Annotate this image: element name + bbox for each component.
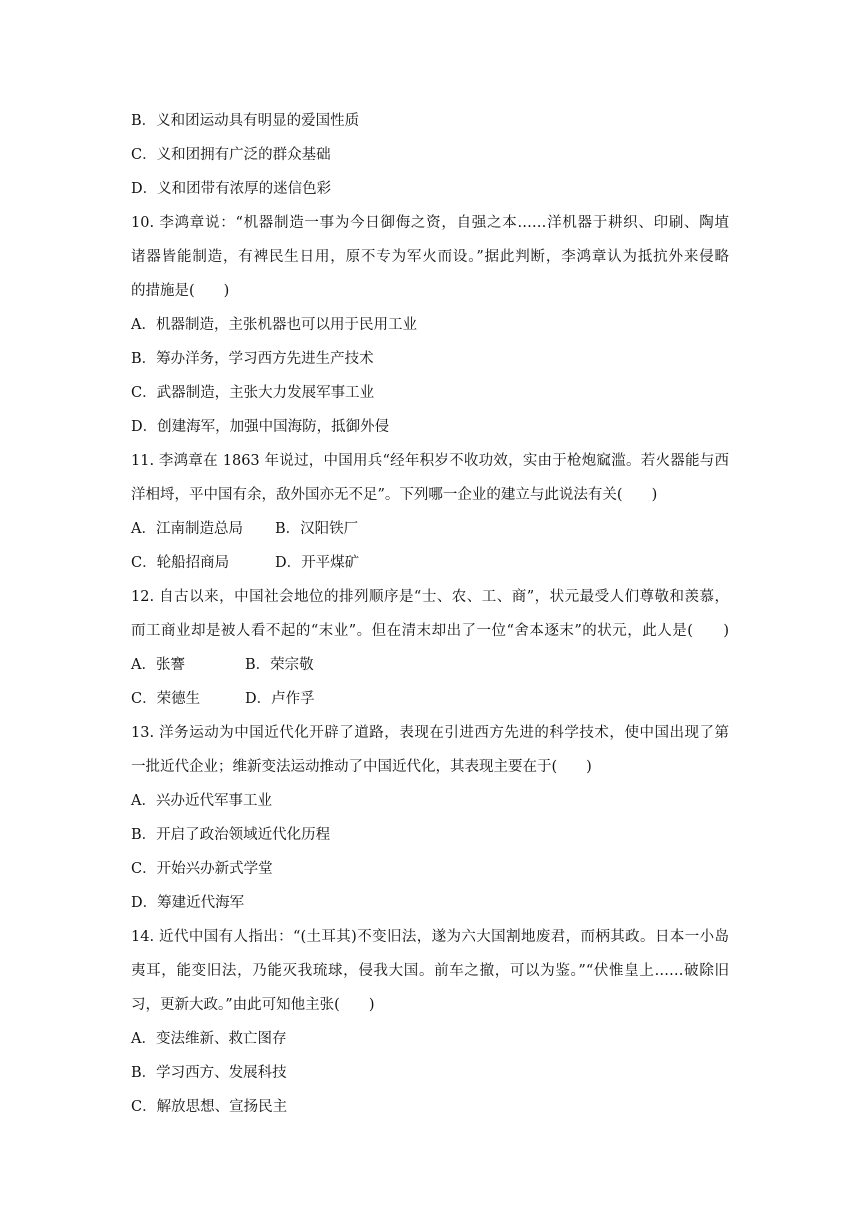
question-13-option-a: A．兴办近代军事工业 (131, 793, 272, 809)
question-14-line-2: 夷耳，能变旧法，乃能灭我琉球，侵我大国。前车之撤，可以为鉴。”“伏惟皇上……破除旧 (131, 963, 729, 979)
question-13-option-d: D．筹建近代海军 (131, 895, 245, 911)
option-d: D．义和团带有浓厚的迷信色彩 (131, 181, 332, 197)
question-11-options-row-2 (131, 553, 359, 573)
question-14-option-b: B．学习西方、发展科技 (131, 1065, 287, 1081)
question-12-option-d: D．卢作孚 (245, 691, 315, 707)
question-11-options-row-1 (131, 519, 358, 539)
question-11-line-2: 洋相埒，平中国有余，敌外国亦无不足”。下列哪一企业的建立与此说法有关( ) (131, 487, 658, 503)
question-12-options-row-2 (131, 689, 315, 709)
question-12-option-b: B．荣宗敬 (245, 657, 314, 673)
option-b: B．义和团运动具有明显的爱国性质 (131, 113, 360, 129)
question-11-option-a: A．江南制造总局 (131, 521, 243, 537)
question-11-option-b: B．汉阳铁厂 (275, 521, 359, 537)
question-12-line-2: 而工商业却是被人看不起的“末业”。但在清末却出了一位“舍本逐末”的状元，此人是( ) (131, 623, 729, 639)
question-10-option-c: C．武器制造，主张大力发展军事工业 (131, 385, 375, 401)
question-12-option-a: A．张謇 (131, 657, 185, 673)
question-10-line-1: 10. 李鸿章说：“机器制造一事为今日御侮之资，自强之本……洋机器于耕织、印刷、陶埴 (131, 215, 729, 231)
question-14-line-3: 习，更新大政。”由此可知他主张( ) (131, 997, 375, 1013)
question-12-line-1: 12. 自古以来，中国社会地位的排列顺序是“士、农、工、商”，状元最受人们尊敬和羡慕， (131, 589, 729, 605)
question-10-option-b: B．筹办洋务，学习西方先进生产技术 (131, 351, 374, 367)
question-11-option-c: C．轮船招商局 (131, 555, 230, 571)
question-14-option-a: A．变法维新、救亡图存 (131, 1031, 287, 1047)
option-c: C．义和团拥有广泛的群众基础 (131, 147, 331, 163)
question-13-option-b: B．开启了政治领域近代化历程 (131, 827, 331, 843)
question-13-line-1: 13. 洋务运动为中国近代化开辟了道路，表现在引进西方先进的科学技术，使中国出现了第 (131, 725, 729, 741)
question-12-option-c: C．荣德生 (131, 691, 201, 707)
question-14-option-c: C．解放思想、宣扬民主 (131, 1099, 288, 1115)
question-10-line-3: 的措施是( ) (131, 283, 230, 299)
question-12-options-row-1 (131, 655, 314, 675)
question-10-option-a: A．机器制造，主张机器也可以用于民用工业 (131, 317, 417, 333)
question-11-line-1: 11. 李鸿章在 1863 年说过，中国用兵“经年积岁不收功效，实由于枪炮窳滥。若火器能与西 (131, 453, 729, 469)
question-11-option-d: D．开平煤矿 (275, 555, 360, 571)
question-13-option-c: C．开始兴办新式学堂 (131, 861, 273, 877)
question-10-line-2: 诸器皆能制造，有裨民生日用，原不专为军火而设。”据此判断，李鸿章认为抵抗外来侵略 (131, 249, 729, 265)
question-13-line-2: 一批近代企业；维新变法运动推动了中国近代化，其表现主要在于( ) (131, 759, 592, 775)
question-10-option-d: D．创建海军，加强中国海防，抵御外侵 (131, 419, 390, 435)
question-14-line-1: 14. 近代中国有人指出：“(土耳其)不变旧法，遂为六大国割地废君，而柄其政。日本一小岛 (131, 929, 729, 945)
